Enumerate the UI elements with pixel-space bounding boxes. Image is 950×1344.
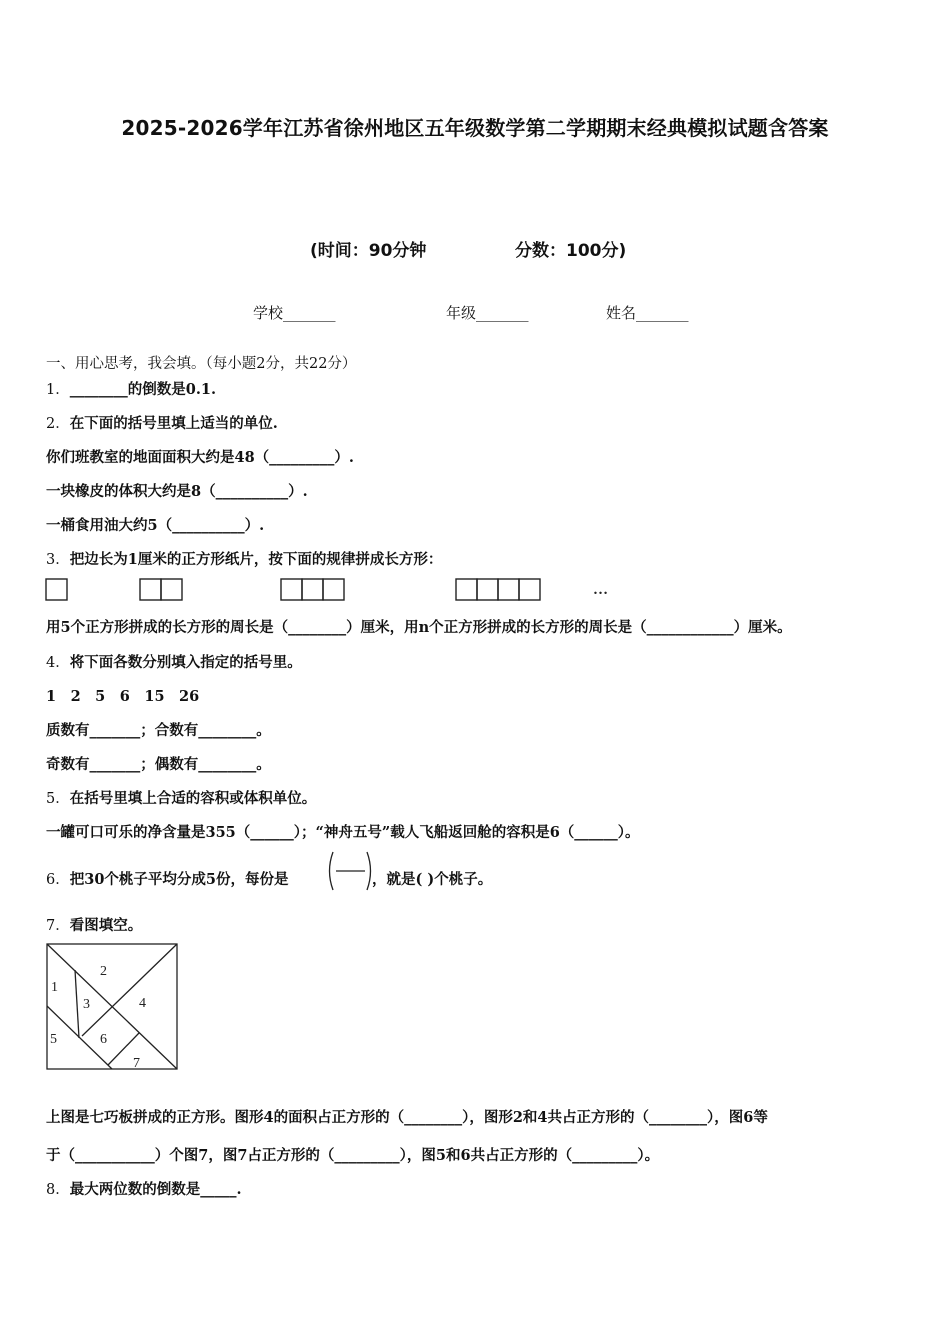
tangram-label-4: 4 bbox=[139, 996, 146, 1011]
pattern-1-square bbox=[46, 579, 67, 600]
exam-time: (时间：90分钟 bbox=[310, 241, 427, 261]
name-field: 姓名_______ bbox=[606, 304, 689, 322]
tangram-figure bbox=[44, 941, 182, 1073]
q4-line1: 质数有_______；合数有________。 bbox=[46, 722, 271, 739]
question-6-text-b: ，就是( )个桃子。 bbox=[372, 871, 493, 888]
pattern-3-squares bbox=[281, 579, 344, 600]
q5-line1: 一罐可口可乐的净含量是355（______）；“神舟五号”载人飞船返回舱的容积是6（______）。 bbox=[46, 824, 640, 841]
question-3 bbox=[46, 548, 442, 569]
question-text-a: 把30个桃子平均分成5份，每份是 bbox=[69, 871, 289, 888]
question-2 bbox=[46, 412, 278, 433]
question-text: 将下面各数分别填入指定的括号里。 bbox=[69, 654, 302, 671]
question-text: 看图填空。 bbox=[69, 917, 143, 934]
q2-line2: 一块橡皮的体积大约是8（__________）. bbox=[46, 483, 308, 500]
question-8 bbox=[46, 1178, 242, 1199]
question-5 bbox=[46, 787, 316, 808]
q2-line1: 你们班教室的地面面积大约是48（_________）. bbox=[46, 449, 354, 466]
pattern-2-squares bbox=[140, 579, 182, 600]
question-text: 最大两位数的倒数是_____. bbox=[69, 1181, 242, 1198]
square-pattern-figure bbox=[40, 574, 640, 606]
tangram-label-2: 2 bbox=[100, 964, 107, 979]
tangram-label-7: 7 bbox=[133, 1056, 140, 1071]
question-text: 在下面的括号里填上适当的单位. bbox=[69, 415, 278, 432]
tangram-label-6: 6 bbox=[100, 1032, 107, 1047]
question-number: 4． bbox=[46, 655, 70, 671]
question-text: 在括号里填上合适的容积或体积单位。 bbox=[69, 790, 317, 807]
q3-line1: 用5个正方形拼成的长方形的周长是（________）厘米，用n个正方形拼成的长方形的周长是（____________）厘米。 bbox=[46, 619, 792, 636]
question-1 bbox=[46, 378, 216, 399]
question-number: 1． bbox=[46, 382, 70, 398]
school-field: 学校_______ bbox=[253, 304, 336, 322]
question-number: 7． bbox=[46, 918, 70, 934]
q4-numbers: 1 2 5 6 15 26 bbox=[46, 688, 200, 705]
exam-score: 分数：100分) bbox=[515, 241, 627, 261]
tangram-label-5: 5 bbox=[50, 1032, 57, 1047]
question-number: 8． bbox=[46, 1182, 70, 1198]
section1-heading: 一、用心思考，我会填。（每小题2分，共22分） bbox=[46, 356, 357, 372]
page-title: 2025-2026学年江苏省徐州地区五年级数学第二学期期末经典模拟试题含答案 bbox=[121, 116, 829, 140]
q2-line3: 一桶食用油大约5（__________）. bbox=[46, 517, 265, 534]
question-number: 6． bbox=[46, 872, 70, 888]
question-number: 3． bbox=[46, 552, 70, 568]
pattern-ellipsis: … bbox=[593, 582, 608, 598]
question-text: 把边长为1厘米的正方形纸片，按下面的规律拼成长方形： bbox=[69, 551, 443, 568]
grade-field: 年级_______ bbox=[446, 304, 529, 322]
fraction-blank-icon bbox=[325, 849, 375, 893]
question-7 bbox=[46, 914, 142, 935]
q7-line2: 于（___________）个图7，图7占正方形的（_________），图5和6共占正方形的（_________）。 bbox=[46, 1147, 660, 1164]
pattern-4-squares bbox=[456, 579, 540, 600]
q4-line2: 奇数有_______；偶数有________。 bbox=[46, 756, 271, 773]
tangram-label-3: 3 bbox=[83, 997, 90, 1012]
q7-line1: 上图是七巧板拼成的正方形。图形4的面积占正方形的（________），图形2和4共占正方形的（________），图6等 bbox=[46, 1109, 768, 1126]
tangram-label-1: 1 bbox=[51, 980, 58, 995]
question-6 bbox=[46, 868, 289, 889]
question-number: 2． bbox=[46, 416, 70, 432]
question-number: 5． bbox=[46, 791, 70, 807]
question-text: ________的倒数是0.1. bbox=[69, 381, 217, 398]
question-4 bbox=[46, 651, 302, 672]
